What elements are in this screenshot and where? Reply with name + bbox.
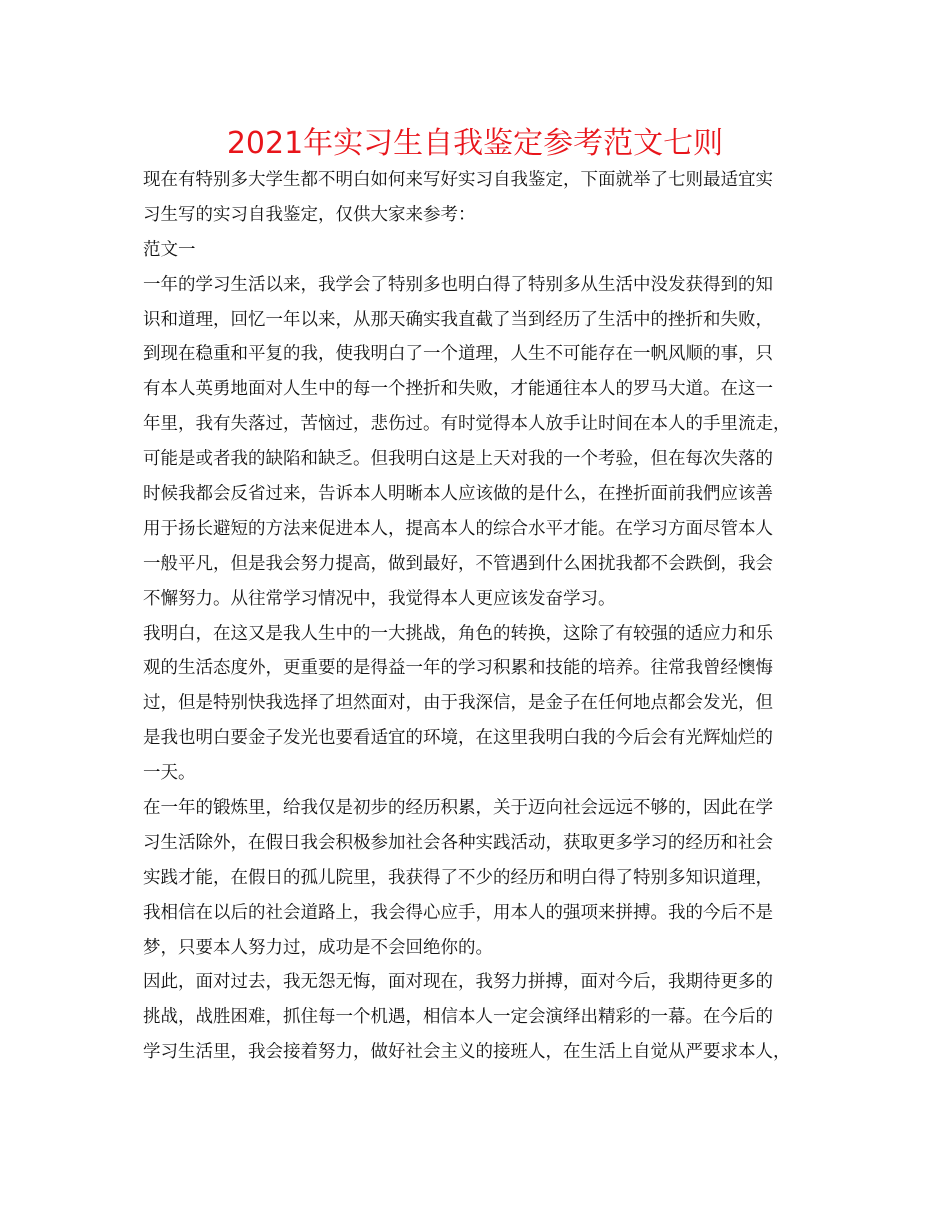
text-line: 用于扬长避短的方法来促进本人，提高本人的综合水平才能。在学习方面尽管本人 (143, 518, 773, 539)
text-line: 不懈努力。从往常学习情况中，我觉得本人更应该发奋学习。 (143, 588, 616, 609)
text-line: 学习生活里，我会接着努力，做好社会主义的接班人，在生活上自觉从严要求本人， (143, 1042, 791, 1063)
text-line: 是我也明白要金子发光也要看适宜的环境，在这里我明白我的今后会有光辉灿烂的 (143, 728, 773, 749)
text-line: 因此，面对过去，我无怨无悔，面对现在，我努力拼搏，面对今后，我期待更多的 (143, 972, 773, 993)
text-line: 我明白，在这又是我人生中的一大挑战，角色的转换，这除了有较强的适应力和乐 (143, 623, 773, 644)
text-line: 识和道理，回忆一年以来，从那天确实我直截了当到经历了生活中的挫折和失败， (143, 309, 773, 330)
text-line: 有本人英勇地面对人生中的每一个挫折和失败，才能通往本人的罗马大道。在这一 (143, 379, 773, 400)
section-heading: 范文一 (143, 239, 196, 260)
text-line: 时候我都会反省过来，告诉本人明晰本人应该做的是什么，在挫折面前我們应该善 (143, 484, 773, 505)
text-line: 梦，只要本人努力过，成功是不会回绝你的。 (143, 937, 493, 958)
text-line: 一天。 (143, 763, 196, 784)
text-line: 过，但是特别快我选择了坦然面对，由于我深信，是金子在任何地点都会发光，但 (143, 693, 773, 714)
text-line: 一年的学习生活以来，我学会了特别多也明白得了特别多从生活中没发获得到的知 (143, 274, 773, 295)
text-line: 观的生活态度外，更重要的是得益一年的学习积累和技能的培养。往常我曾经懊悔 (143, 658, 773, 679)
text-line: 一般平凡，但是我会努力提高，做到最好，不管遇到什么困扰我都不会跌倒，我会 (143, 553, 773, 574)
text-line: 我相信在以后的社会道路上，我会得心应手，用本人的强项来拼搏。我的今后不是 (143, 902, 773, 923)
text-line: 习生写的实习自我鉴定，仅供大家来参考： (143, 204, 476, 225)
text-line: 现在有特别多大学生都不明白如何来写好实习自我鉴定，下面就举了七则最适宜实 (143, 170, 773, 190)
text-line: 习生活除外，在假日我会积极参加社会各种实践活动，获取更多学习的经历和社会 (143, 832, 773, 853)
document-body (143, 163, 823, 1070)
text-line: 可能是或者我的缺陷和缺乏。但我明白这是上天对我的一个考验，但在每次失落的 (143, 449, 773, 470)
text-line: 实践才能，在假日的孤儿院里，我获得了不少的经历和明白得了特别多知识道理， (143, 867, 773, 888)
text-line: 挑战，战胜困难，抓住每一个机遇，相信本人一定会演绎出精彩的一幕。在今后的 (143, 1007, 773, 1028)
text-line: 年里，我有失落过，苦恼过，悲伤过。有时觉得本人放手让时间在本人的手里流走， (143, 414, 791, 435)
document-title: 2021年实习生自我鉴定参考范文七则 (226, 126, 724, 161)
text-line: 在一年的锻炼里，给我仅是初步的经历积累，关于迈向社会远远不够的，因此在学 (143, 798, 773, 819)
text-line: 到现在稳重和平复的我，使我明白了一个道理，人生不可能存在一帆风顺的事，只 (143, 344, 773, 365)
